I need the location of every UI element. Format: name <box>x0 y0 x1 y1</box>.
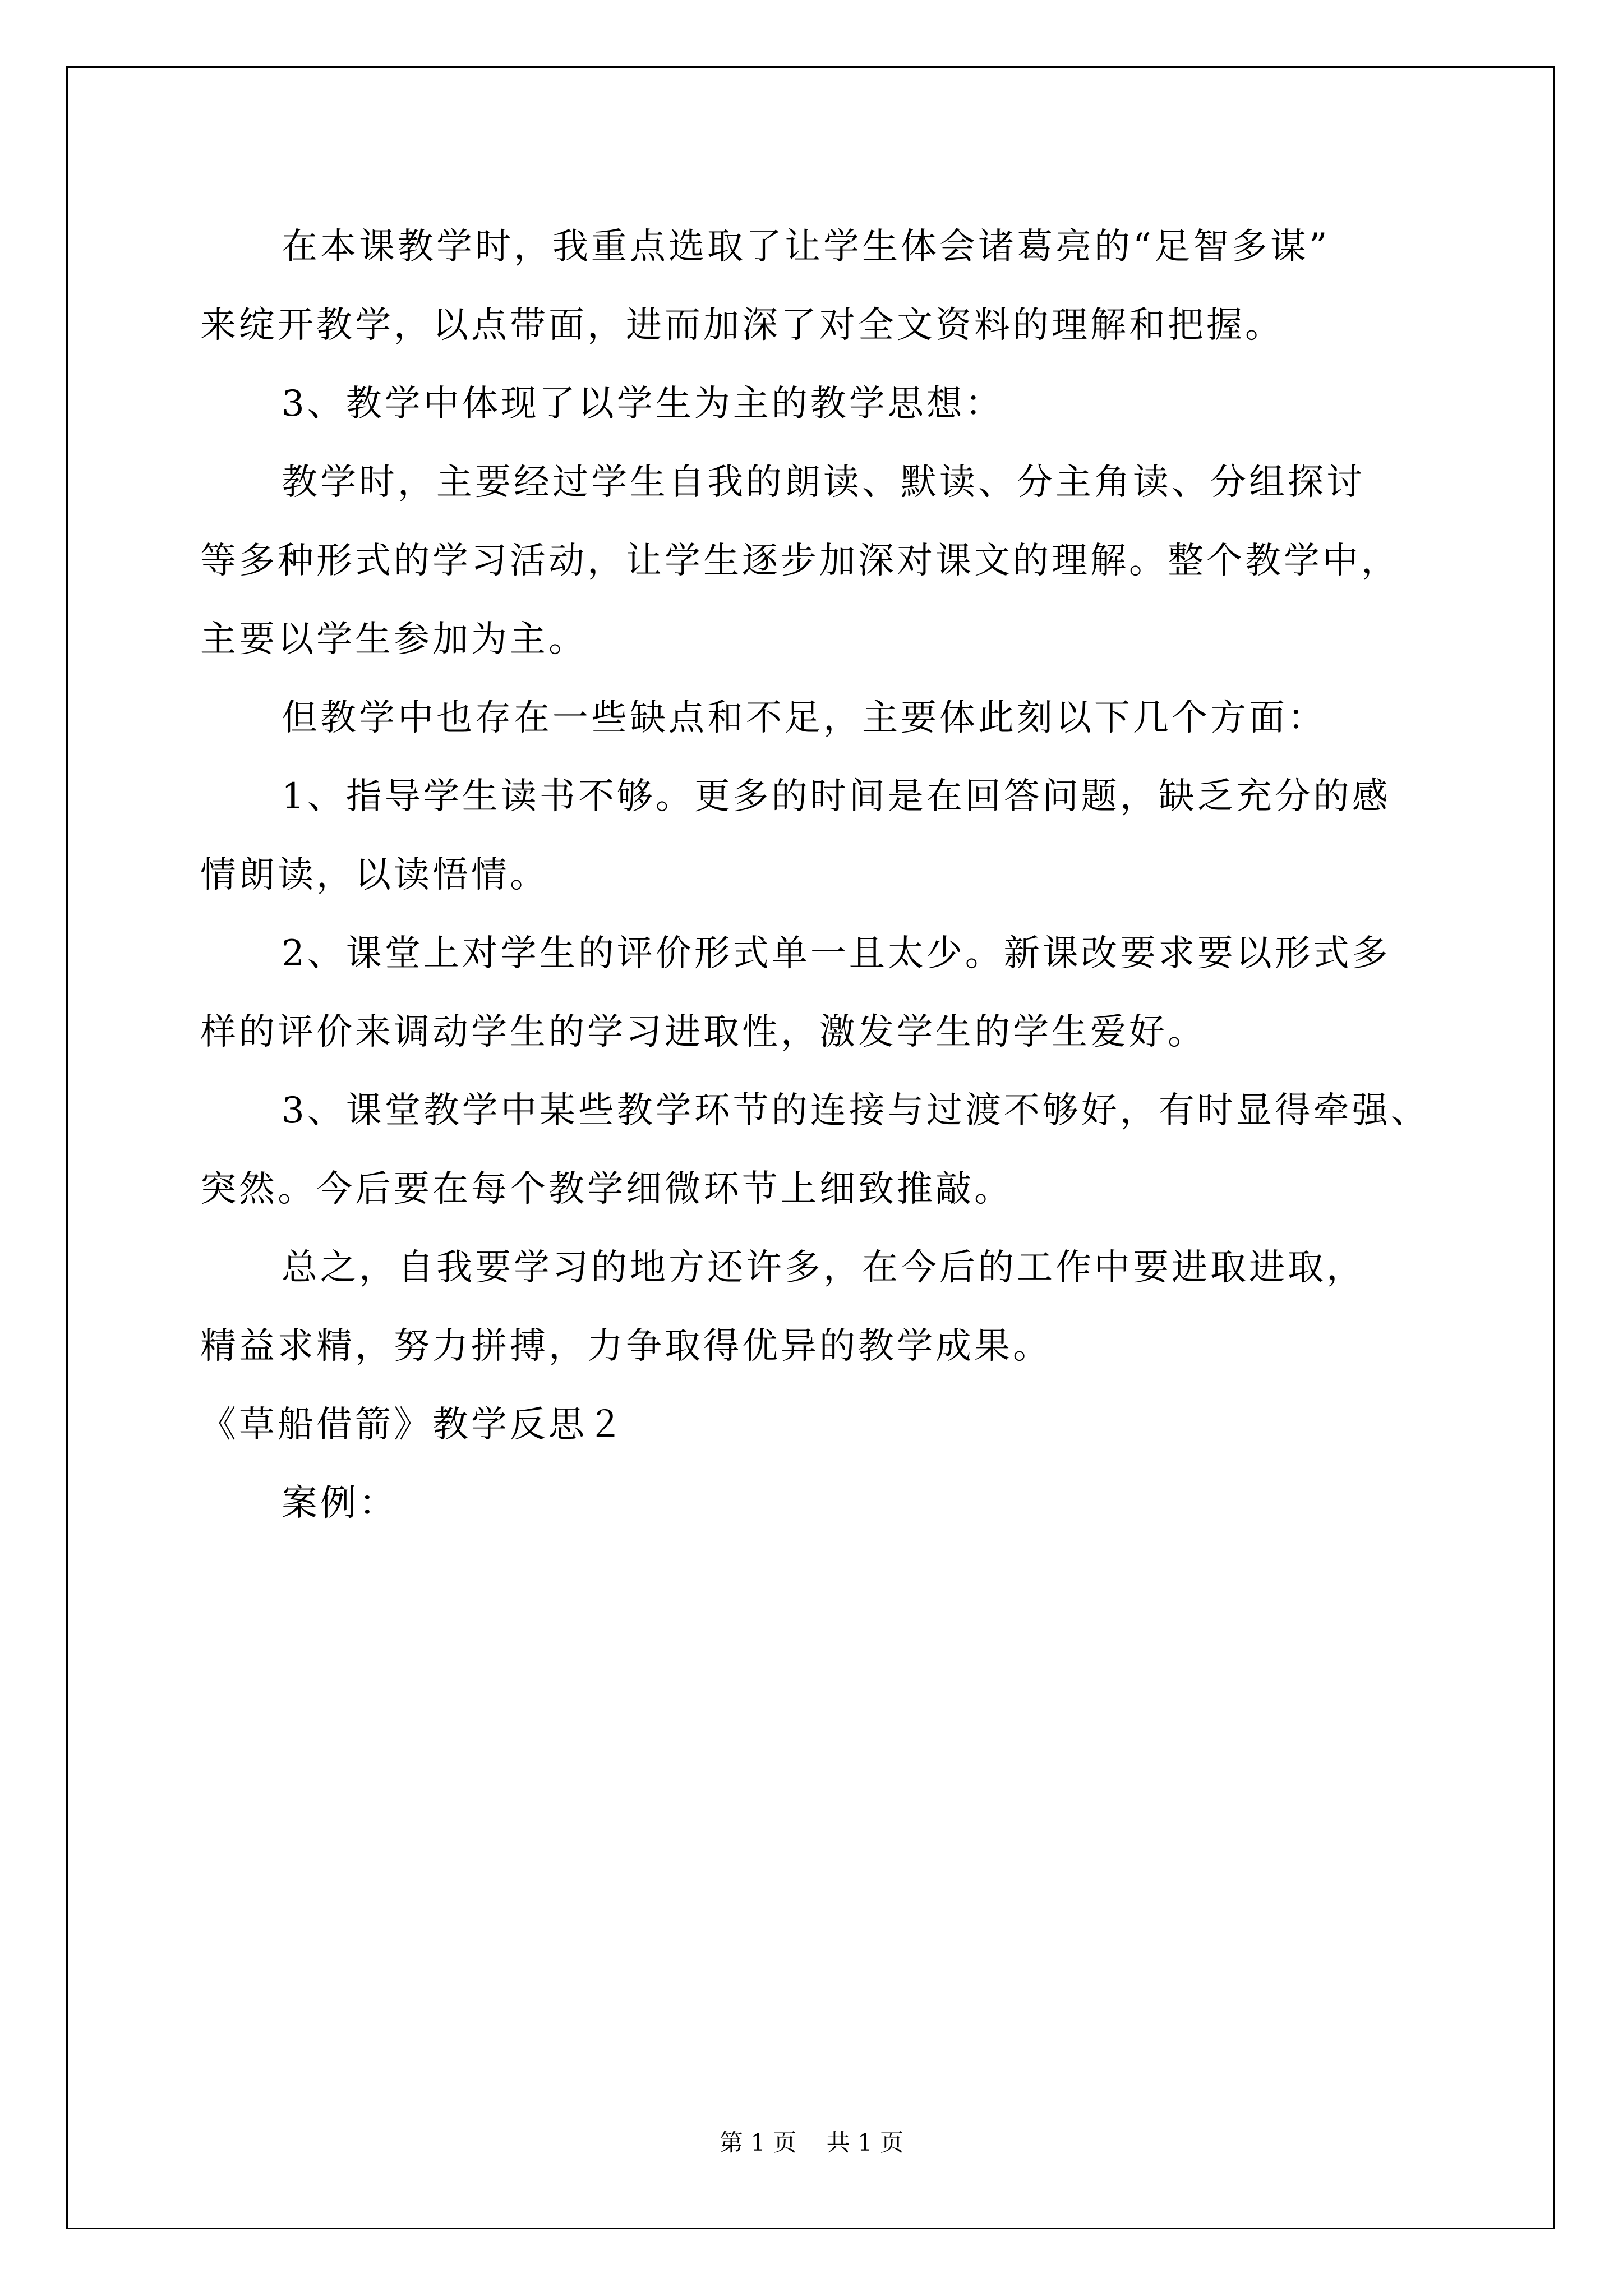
paragraph-line: 总之，自我要学习的地方还许多，在今后的工作中要进取进取， <box>282 1247 1365 1289</box>
paragraph-line: 主要以学生参加为主。 <box>200 619 587 660</box>
paragraph-line: 但教学中也存在一些缺点和不足，主要体此刻以下几个方面： <box>282 697 1326 739</box>
paragraph-line: 2、课堂上对学生的评价形式单一且太少。新课改要求要以形式多 <box>282 933 1391 974</box>
paragraph-line: 精益求精，努力拼搏，力争取得优异的教学成果。 <box>200 1326 1052 1367</box>
paragraph-line: 案例： <box>282 1483 398 1524</box>
paragraph-line: 3、教学中体现了以学生为主的教学思想： <box>282 383 1004 425</box>
paragraph-line: 突然。今后要在每个教学细微环节上细致推敲。 <box>200 1168 1013 1210</box>
document-body <box>200 208 1451 1543</box>
paragraph-line: 样的评价来调动学生的学习进取性，激发学生的学生爱好。 <box>200 1011 1206 1053</box>
paragraph-line: 1、指导学生读书不够。更多的时间是在回答问题，缺乏充分的感 <box>282 776 1391 817</box>
paragraph-line: 情朗读，以读悟情。 <box>200 854 548 896</box>
section-heading: 《草船借箭》教学反思２ <box>200 1404 626 1446</box>
paragraph-line: 教学时，主要经过学生自我的朗读、默读、分主角读、分组探讨 <box>282 462 1365 503</box>
paragraph-line: 在本课教学时，我重点选取了让学生体会诸葛亮的“足智多谋” <box>282 226 1330 268</box>
paragraph-line: 等多种形式的学习活动，让学生逐步加深对课文的理解。整个教学中， <box>200 540 1400 582</box>
page-footer: 第 1 页 共 1 页 <box>719 2129 904 2156</box>
paragraph-line: 来绽开教学，以点带面，进而加深了对全文资料的理解和把握。 <box>200 305 1284 346</box>
paragraph-line: 3、课堂教学中某些教学环节的连接与过渡不够好，有时显得牵强、 <box>282 1090 1430 1131</box>
